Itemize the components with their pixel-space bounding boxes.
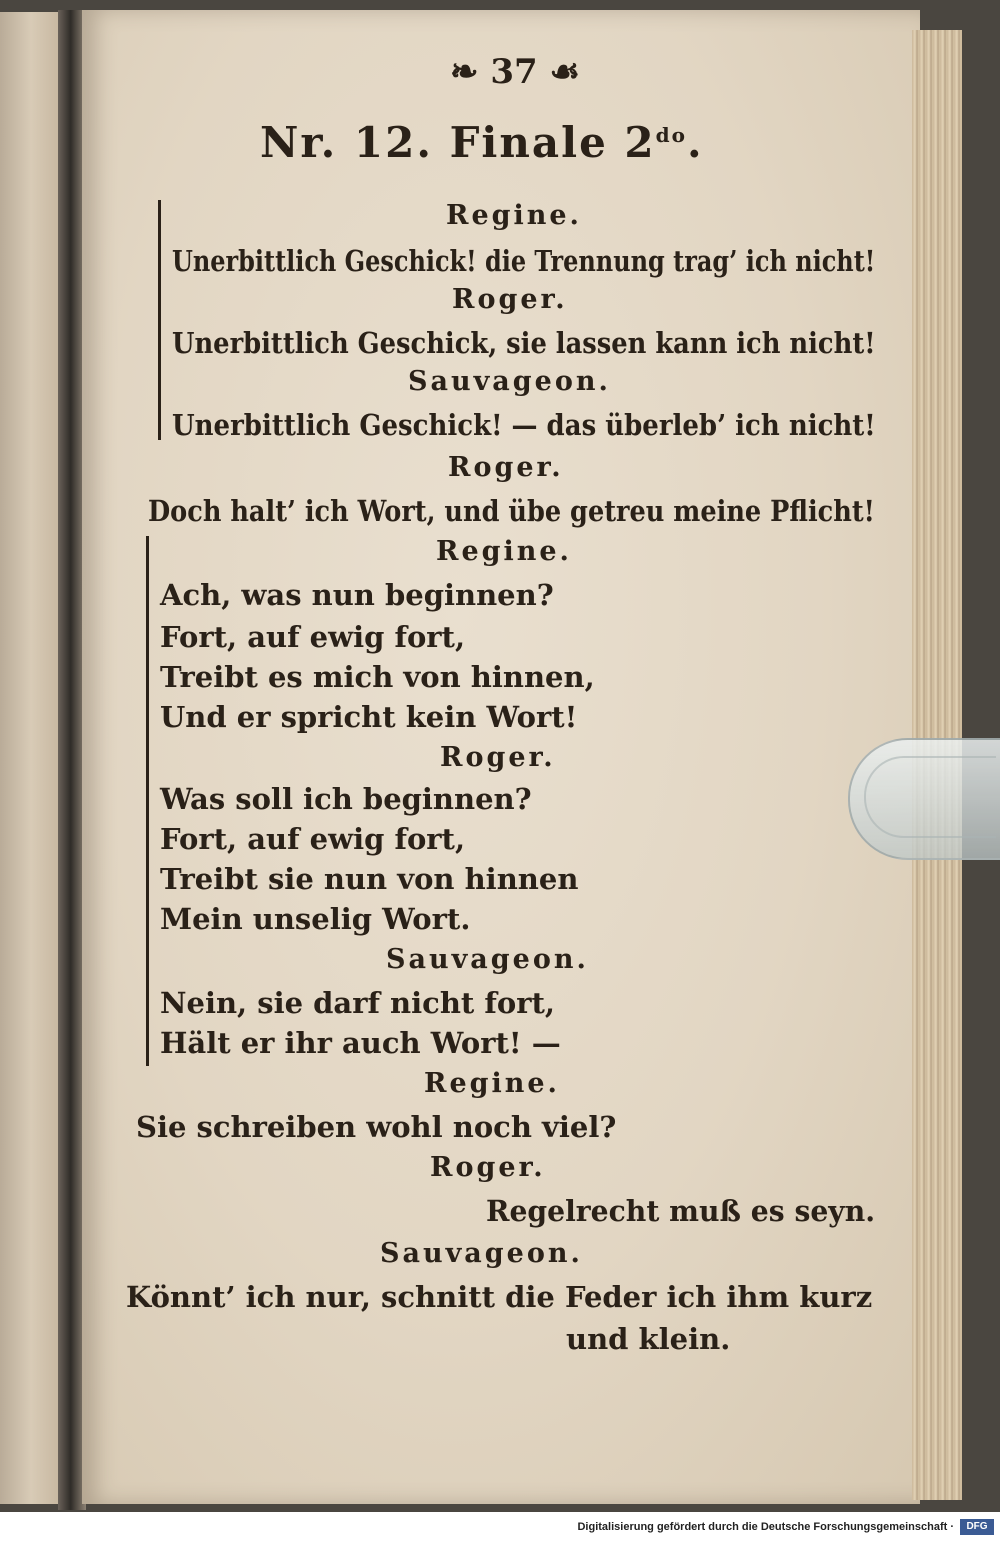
speaker-regine: Regine. <box>424 1068 560 1099</box>
section-title-end: . <box>686 118 704 167</box>
verse-line: Hält er ihr auch Wort! — <box>160 1026 561 1060</box>
verse-line: Regelrecht muß es seyn. <box>486 1194 876 1228</box>
verse-line: Unerbittlich Geschick! die Trennung trag’ ich nicht! <box>172 244 876 278</box>
page-number-value: 37 <box>490 52 538 92</box>
verse-line: Treibt es mich von hinnen, <box>160 660 595 694</box>
verse-line: Treibt sie nun von hinnen <box>160 862 579 896</box>
facing-page-edge <box>0 12 62 1504</box>
speaker-roger: Roger. <box>430 1152 546 1183</box>
speaker-sauvageon: Sauvageon. <box>380 1238 583 1269</box>
verse-line: Fort, auf ewig fort, <box>160 822 466 856</box>
speaker-regine: Regine. <box>436 536 572 567</box>
brace-block1 <box>158 200 161 440</box>
verse-line: Sie schreiben wohl noch viel? <box>136 1110 617 1144</box>
book-clip-inner <box>864 756 996 838</box>
ornament-right-icon: ☙ <box>549 52 580 92</box>
verse-line: Was soll ich beginnen? <box>160 782 532 816</box>
speaker-roger: Roger. <box>448 452 564 483</box>
section-title-main: Nr. 12. Finale 2 <box>260 118 656 167</box>
verse-line: Mein unselig Wort. <box>160 902 471 936</box>
page-number <box>430 52 600 92</box>
verse-line: Fort, auf ewig fort, <box>160 620 466 654</box>
speaker-roger: Roger. <box>440 742 556 773</box>
ornament-left-icon: ❧ <box>450 52 479 92</box>
verse-line: Unerbittlich Geschick, sie lassen kann ich nicht! <box>172 326 876 360</box>
verse-line: Und er spricht kein Wort! <box>160 700 578 734</box>
verse-line: Ach, was nun beginnen? <box>160 578 554 612</box>
verse-line: Könnt’ ich nur, schnitt die Feder ich ihm kurz <box>126 1280 873 1314</box>
brace-block2 <box>146 536 149 1066</box>
verse-line: Nein, sie darf nicht fort, <box>160 986 555 1020</box>
section-title-sup: do <box>655 123 687 147</box>
speaker-sauvageon: Sauvageon. <box>408 366 611 397</box>
speaker-regine: Regine. <box>446 200 582 231</box>
section-title <box>260 118 704 167</box>
book-clip <box>848 738 1000 860</box>
speaker-roger: Roger. <box>452 284 568 315</box>
verse-line: Doch halt’ ich Wort, und übe getreu meine Pflicht! <box>148 494 875 528</box>
verse-line: Unerbittlich Geschick! — das überleb’ ich nicht! <box>172 408 876 442</box>
footer-credit: Digitalisierung gefördert durch die Deutsche Forschungsgemeinschaft · <box>577 1521 954 1533</box>
speaker-sauvageon: Sauvageon. <box>386 944 589 975</box>
verse-line: und klein. <box>566 1322 731 1356</box>
dfg-logo: DFG <box>960 1519 994 1535</box>
